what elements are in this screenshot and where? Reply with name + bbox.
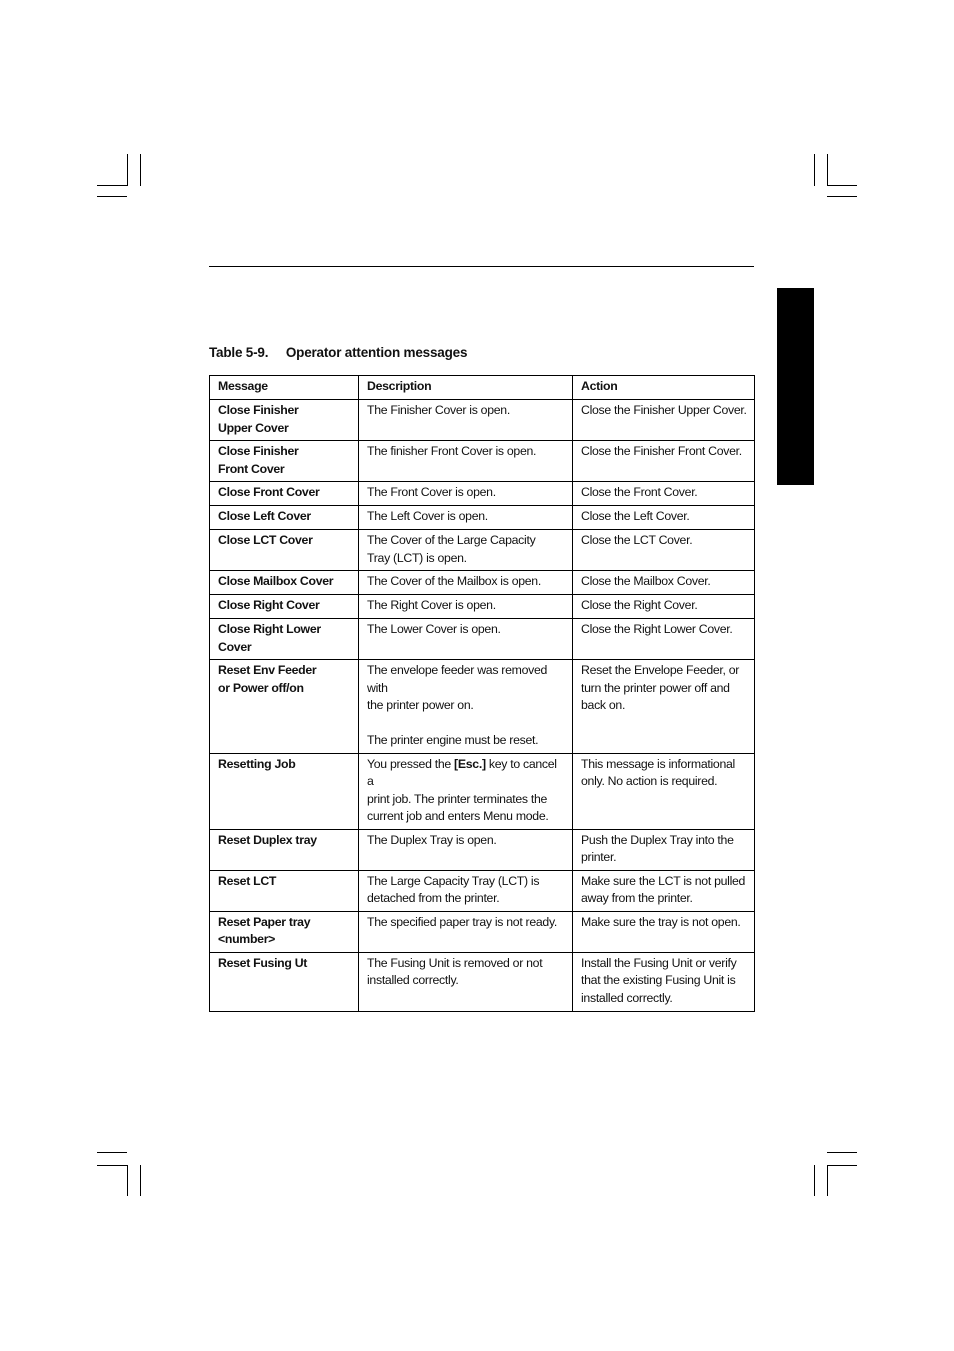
action-cell: Close the Front Cover. — [573, 482, 755, 506]
action-cell: Make sure the tray is not open. — [573, 911, 755, 952]
table-row — [210, 441, 755, 482]
message-cell: Close Finisher Front Cover — [210, 441, 359, 482]
table-row — [210, 952, 755, 1011]
description-cell: The Finisher Cover is open. — [359, 400, 573, 441]
message-cell: Close LCT Cover — [210, 530, 359, 571]
table-caption-title: Operator attention messages — [285, 345, 468, 360]
description-cell: The Fusing Unit is removed or not installed correctly. — [359, 952, 573, 1011]
table-row — [210, 911, 755, 952]
message-cell: Close Left Cover — [210, 506, 359, 530]
table-header-row — [210, 376, 755, 400]
table-row — [210, 753, 755, 829]
table-row — [210, 660, 755, 754]
message-cell: Reset Paper tray <number> — [210, 911, 359, 952]
action-cell: Close the Right Cover. — [573, 595, 755, 619]
table-caption-number: Table 5-9. — [209, 345, 269, 360]
action-cell: Close the Mailbox Cover. — [573, 571, 755, 595]
table-caption — [209, 345, 467, 360]
description-cell — [359, 753, 573, 829]
table-row — [210, 482, 755, 506]
table-row — [210, 571, 755, 595]
message-cell: Close Right Lower Cover — [210, 619, 359, 660]
message-cell: Reset Fusing Ut — [210, 952, 359, 1011]
action-cell: Install the Fusing Unit or verify that the existing Fusing Unit is installed correctly. — [573, 952, 755, 1011]
action-cell: Close the Right Lower Cover. — [573, 619, 755, 660]
header-action: Action — [573, 376, 755, 400]
table-row — [210, 619, 755, 660]
description-cell: The Cover of the Large Capacity Tray (LCT) is open. — [359, 530, 573, 571]
description-text: You pressed the — [367, 756, 455, 771]
message-cell: Close Mailbox Cover — [210, 571, 359, 595]
table-row — [210, 530, 755, 571]
message-cell: Reset Env Feeder or Power off/on — [210, 660, 359, 754]
table-row — [210, 506, 755, 530]
message-cell: Close Finisher Upper Cover — [210, 400, 359, 441]
message-cell: Reset LCT — [210, 870, 359, 911]
operator-attention-table — [209, 375, 755, 1012]
description-cell: The Duplex Tray is open. — [359, 829, 573, 870]
action-cell: Close the LCT Cover. — [573, 530, 755, 571]
chapter-thumb-tab — [777, 288, 814, 485]
description-cell: The Left Cover is open. — [359, 506, 573, 530]
header-description: Description — [359, 376, 573, 400]
action-cell: Close the Finisher Upper Cover. — [573, 400, 755, 441]
description-text: key to cancel a print job. The printer terminates the current job and enters Menu mode. — [367, 756, 557, 823]
description-cell: The envelope feeder was removed with the printer power on. The printer engine must be reset. — [359, 660, 573, 754]
action-cell: Close the Finisher Front Cover. — [573, 441, 755, 482]
description-cell: The finisher Front Cover is open. — [359, 441, 573, 482]
message-cell: Resetting Job — [210, 753, 359, 829]
table-row — [210, 595, 755, 619]
description-cell: The specified paper tray is not ready. — [359, 911, 573, 952]
message-cell: Reset Duplex tray — [210, 829, 359, 870]
message-cell: Close Right Cover — [210, 595, 359, 619]
action-cell: Close the Left Cover. — [573, 506, 755, 530]
action-cell: Make sure the LCT is not pulled away from the printer. — [573, 870, 755, 911]
esc-key-label: [Esc.] — [454, 756, 486, 771]
description-cell: The Cover of the Mailbox is open. — [359, 571, 573, 595]
description-cell: The Front Cover is open. — [359, 482, 573, 506]
message-cell: Close Front Cover — [210, 482, 359, 506]
table-row — [210, 870, 755, 911]
table-row — [210, 400, 755, 441]
header-rule — [209, 266, 754, 267]
description-cell: The Lower Cover is open. — [359, 619, 573, 660]
description-cell: The Right Cover is open. — [359, 595, 573, 619]
action-cell: Push the Duplex Tray into the printer. — [573, 829, 755, 870]
description-cell: The Large Capacity Tray (LCT) is detached from the printer. — [359, 870, 573, 911]
action-cell: Reset the Envelope Feeder, or turn the printer power off and back on. — [573, 660, 755, 754]
action-cell: This message is informational only. No action is required. — [573, 753, 755, 829]
header-message: Message — [210, 376, 359, 400]
table-row — [210, 829, 755, 870]
